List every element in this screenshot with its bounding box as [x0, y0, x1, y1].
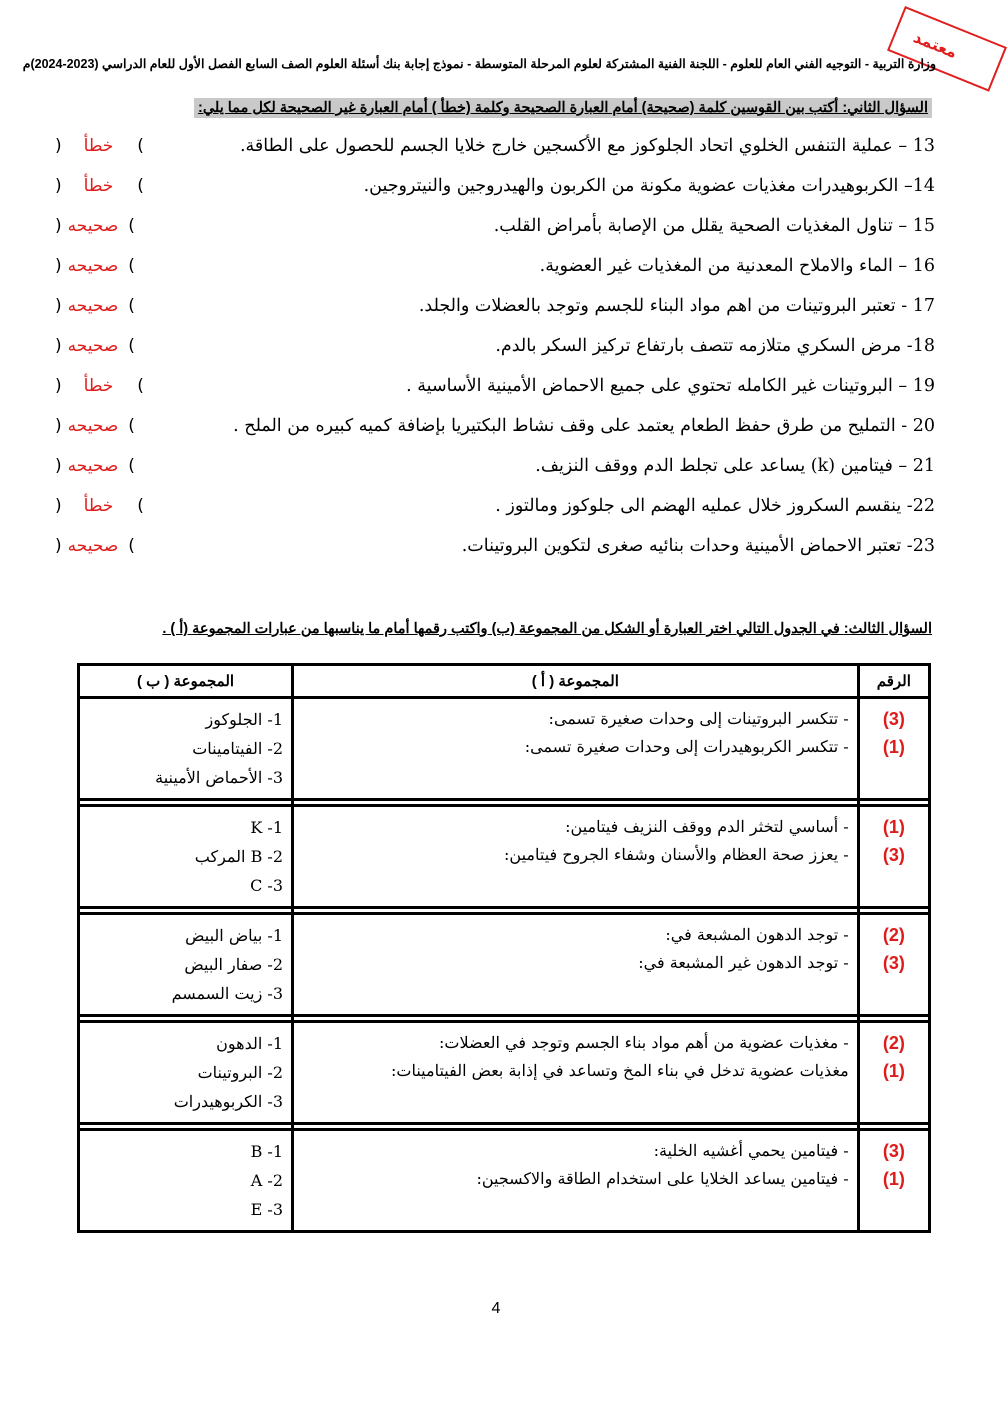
tf-paren-close: ( [137, 376, 144, 396]
tf-paren-open: ) [55, 376, 62, 396]
group-b-option: 3- زيت السمسم [171, 984, 284, 1003]
group-a-statement: - مغذيات عضوية من أهم مواد بناء الجسم وتوجد في العضلات: [439, 1033, 849, 1052]
tf-item [55, 216, 935, 246]
section2-title [194, 98, 932, 118]
tf-paren-open: ) [55, 216, 62, 236]
group-a-cell [293, 1130, 859, 1232]
group-b-option: 1- B [250, 1142, 284, 1161]
group-b-option: 3- E [250, 1200, 284, 1219]
answer-numbers-cell [858, 806, 929, 908]
tf-item [55, 376, 935, 406]
tf-paren-close: ( [137, 136, 144, 156]
table-row [79, 698, 930, 800]
page-number: 4 [491, 1300, 501, 1317]
tf-paren-close: ( [128, 336, 135, 356]
group-a-statement: مغذيات عضوية تدخل في بناء المخ وتساعد في إذابة بعض الفيتامينات: [391, 1061, 849, 1080]
group-a-cell [293, 698, 859, 800]
group-b-option: 2- A [250, 1171, 284, 1190]
group-a-statement: - توجد الدهون المشبعة في: [665, 925, 849, 944]
approved-stamp: معتمد [887, 6, 1007, 92]
group-b-option: 1- الدهون [216, 1034, 284, 1053]
answer-number: (3) [882, 953, 905, 973]
answer-number: (1) [882, 817, 905, 837]
tf-paren-open: ) [55, 536, 62, 556]
group-b-cell [79, 806, 293, 908]
tf-answer-value: خطأ [83, 176, 114, 196]
tf-paren-close: ( [128, 536, 135, 556]
tf-statement: 22- ينقسم السكروز خلال عمليه الهضم الى جلوكوز ومالتوز . [495, 496, 935, 516]
group-a-statement: - تتكسر البروتينات إلى وحدات صغيرة تسمى: [548, 709, 849, 728]
tf-answer-value: صحيحه [67, 216, 119, 236]
answer-number: (3) [882, 845, 905, 865]
table-row [79, 914, 930, 1016]
tf-answer-value: صحيحه [67, 296, 119, 316]
group-b-option: 1- K [250, 818, 284, 837]
answer-numbers-cell [858, 914, 929, 1016]
answer-number: (3) [882, 709, 905, 729]
answer-number: (1) [882, 1169, 905, 1189]
tf-statement: 17 - تعتبر البروتينات من اهم مواد البناء للجسم وتوجد بالعضلات والجلد. [418, 296, 935, 316]
group-b-option: 2- B المركب [194, 847, 284, 866]
tf-paren-open: ) [55, 416, 62, 436]
tf-paren-close: ( [128, 216, 135, 236]
tf-paren-open: ) [55, 176, 62, 196]
group-b-option: 3- الكربوهيدرات [173, 1092, 284, 1111]
tf-answer [55, 136, 160, 156]
tf-paren-open: ) [55, 296, 62, 316]
tf-statement: 19 – البروتينات غير الكامله تحتوي على جميع الاحماض الأمينية الأساسية . [406, 376, 935, 396]
group-a-cell [293, 806, 859, 908]
matching-table [77, 663, 931, 1233]
tf-answer [55, 376, 160, 396]
tf-item [55, 256, 935, 286]
tf-item [55, 536, 935, 566]
group-b-option: 1- بياض البيض [185, 926, 284, 945]
table-row [79, 1022, 930, 1124]
tf-paren-close: ( [128, 456, 135, 476]
tf-answer-value: خطأ [83, 496, 114, 516]
group-b-option: 3- C [250, 876, 284, 895]
group-b-option: 3- الأحماض الأمينية [155, 768, 284, 787]
tf-statement: 21 – فيتامين (k) يساعد على تجلط الدم ووقف النزيف. [535, 456, 935, 476]
tf-answer [55, 296, 160, 316]
answer-number: (2) [882, 925, 905, 945]
header-number: الرقم [858, 665, 929, 698]
tf-answer [55, 416, 160, 436]
tf-item [55, 416, 935, 446]
tf-paren-close: ( [137, 176, 144, 196]
tf-paren-open: ) [55, 256, 62, 276]
page-header: وزارة التربية - التوجيه الفني العام للعلوم - اللجنة الفنية المشتركة لعلوم المرحلة المتوسطة - نموذج إجابة بنك أسئلة العلوم الصف السابع الفصل الأول للعام الدراسي (2023-2024)م [22, 57, 936, 71]
tf-statement: 13 – عملية التنفس الخلوي اتحاد الجلوكوز مع الأكسجين خارج خلايا الجسم للحصول على الطاقة. [239, 136, 935, 156]
section3-instructions: في الجدول التالي اختر العبارة أو الشكل من المجموعة (ب) واكتب رقمها أمام ما يناسبها من عبارات المجموعة (أ ) . [162, 621, 844, 637]
section2-instructions: أكتب بين القوسين كلمة (صحيحة) أمام العبارة الصحيحة وكلمة (خطأ ) أمام العبارة غير الصحيحة لكل مما يلي: [197, 100, 843, 116]
section3-title [162, 621, 932, 637]
group-b-cell [79, 914, 293, 1016]
group-b-option: 2- صفار البيض [184, 955, 284, 974]
tf-answer-value: خطأ [83, 136, 114, 156]
section3-label: السؤال الثالث: [843, 621, 932, 637]
answer-numbers-cell [858, 1130, 929, 1232]
group-b-option: 2- الفيتامينات [192, 739, 284, 758]
tf-paren-open: ) [55, 136, 62, 156]
group-b-cell [79, 1022, 293, 1124]
header-group-b: المجموعة ( ب ) [79, 665, 293, 698]
answer-number: (1) [882, 737, 905, 757]
tf-item [55, 456, 935, 486]
answer-numbers-cell [858, 1022, 929, 1124]
tf-statement: 18- مرض السكري متلازمه تتصف بارتفاع تركيز السكر بالدم. [495, 336, 935, 356]
tf-statement: 20 - التمليح من طرق حفظ الطعام يعتمد على وقف نشاط البكتيريا بإضافة كميه كبيره من الملح . [233, 416, 935, 436]
group-a-cell [293, 1022, 859, 1124]
tf-paren-close: ( [137, 496, 144, 516]
group-a-statement: - يعزز صحة العظام والأسنان وشفاء الجروح فيتامين: [504, 845, 849, 864]
tf-item [55, 296, 935, 326]
tf-paren-close: ( [128, 296, 135, 316]
tf-paren-open: ) [55, 456, 62, 476]
tf-answer-value: صحيحه [67, 336, 119, 356]
tf-answer-value: صحيحه [67, 456, 119, 476]
tf-item [55, 336, 935, 366]
tf-statement: 16 – الماء والاملاح المعدنية من المغذيات غير العضوية. [539, 256, 935, 276]
group-a-statement: - تتكسر الكربوهيدرات إلى وحدات صغيرة تسمى: [524, 737, 849, 756]
table-row [79, 806, 930, 908]
tf-statement: 23- تعتبر الاحماض الأمينية وحدات بنائيه صغرى لتكوين البروتينات. [461, 536, 935, 556]
tf-item [55, 136, 935, 166]
group-a-statement: - أساسي لتخثر الدم ووقف النزيف فيتامين: [565, 817, 849, 836]
table-row [79, 1130, 930, 1232]
tf-answer-value: صحيحه [67, 256, 119, 276]
tf-statement: 14– الكربوهيدرات مغذيات عضوية مكونة من الكربون والهيدروجين والنيتروجين. [363, 176, 935, 196]
answer-number: (3) [882, 1141, 905, 1161]
tf-paren-open: ) [55, 496, 62, 516]
answer-numbers-cell [858, 698, 929, 800]
tf-answer [55, 256, 160, 276]
tf-answer [55, 176, 160, 196]
tf-answer [55, 336, 160, 356]
tf-paren-open: ) [55, 336, 62, 356]
tf-paren-close: ( [128, 256, 135, 276]
tf-answer [55, 456, 160, 476]
tf-answer-value: خطأ [83, 376, 114, 396]
tf-answer [55, 496, 160, 516]
tf-answer [55, 216, 160, 236]
header-group-a: المجموعة ( أ ) [293, 665, 859, 698]
group-b-option: 1- الجلوكوز [205, 710, 284, 729]
section2-label: السؤال الثاني: [842, 100, 928, 116]
group-b-cell [79, 698, 293, 800]
answer-number: (1) [882, 1061, 905, 1081]
group-b-option: 2- البروتينات [197, 1063, 284, 1082]
group-a-statement: - فيتامين يساعد الخلايا على استخدام الطاقة والاكسجين: [476, 1169, 849, 1188]
group-a-statement: - فيتامين يحمي أغشيه الخلية: [653, 1141, 849, 1160]
tf-statement: 15 – تناول المغذيات الصحية يقلل من الإصابة بأمراض القلب. [493, 216, 935, 236]
group-a-statement: - توجد الدهون غير المشبعة في: [638, 953, 849, 972]
tf-answer [55, 536, 160, 556]
tf-item [55, 496, 935, 526]
tf-paren-close: ( [128, 416, 135, 436]
tf-answer-value: صحيحه [67, 536, 119, 556]
group-a-cell [293, 914, 859, 1016]
group-b-cell [79, 1130, 293, 1232]
tf-answer-value: صحيحه [67, 416, 119, 436]
answer-number: (2) [882, 1033, 905, 1053]
tf-item [55, 176, 935, 206]
